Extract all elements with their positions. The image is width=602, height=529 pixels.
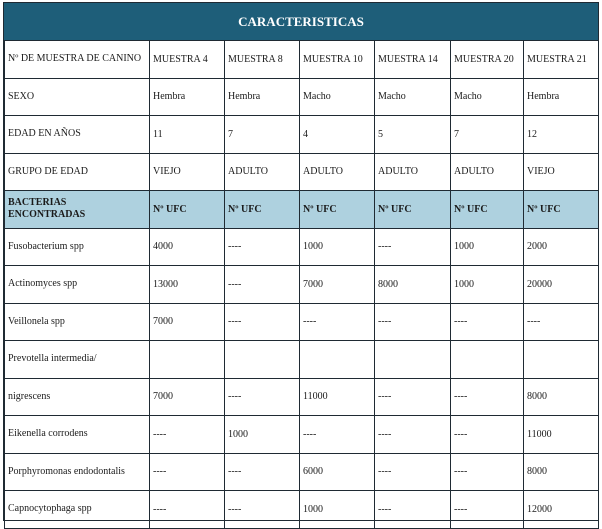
row-label: EDAD EN AÑOS [5,116,150,154]
table-cell: VIEJO [524,153,599,191]
table-cell: ADULTO [225,153,300,191]
table-row [5,491,599,529]
row-label: Eikenella corrodens [5,416,150,454]
table-cell: ---- [300,303,375,341]
table-cell: Nº UFC [375,191,451,229]
table-cell: VIEJO [150,153,225,191]
table-cell: ---- [524,303,599,341]
table-cell: 7000 [150,303,225,341]
row-label: GRUPO DE EDAD [5,153,150,191]
row-label: BACTERIAS ENCONTRADAS [5,191,150,229]
table-cell: MUESTRA 10 [300,41,375,79]
table-cell: ---- [375,228,451,266]
table-cell: ---- [375,303,451,341]
table-cell: ---- [150,416,225,454]
table-cell: ADULTO [375,153,451,191]
row-label: Capnocytophaga spp [5,491,150,529]
row-label: Fusobacterium spp [5,228,150,266]
table-cell: 5 [375,116,451,154]
table-cell: Hembra [225,78,300,116]
table-cell: ADULTO [451,153,524,191]
table-cell: ---- [375,491,451,529]
row-label: Actinomyces spp [5,266,150,304]
table-cell: MUESTRA 8 [225,41,300,79]
table-cell: 8000 [524,378,599,416]
table-cell: Nº UFC [150,191,225,229]
table-cell: Macho [451,78,524,116]
table-cell: ---- [451,378,524,416]
row-label: Nº DE MUESTRA DE CANINO [5,41,150,79]
table-cell: 1000 [300,491,375,529]
table-cell: MUESTRA 20 [451,41,524,79]
table-cell: Nº UFC [451,191,524,229]
table-cell [300,341,375,379]
characteristics-table [4,40,599,529]
table-cell: Hembra [524,78,599,116]
table-row [5,266,599,304]
table-cell: 12000 [524,491,599,529]
table-row [5,78,599,116]
table-cell [375,341,451,379]
table-header-row [5,191,599,229]
table-cell [451,341,524,379]
table-cell: 13000 [150,266,225,304]
table-cell: 4000 [150,228,225,266]
table-cell: ---- [150,453,225,491]
table-cell: Nº UFC [300,191,375,229]
table-cell: 11000 [524,416,599,454]
table-cell: ---- [451,453,524,491]
table-row [5,341,599,379]
table-row [5,228,599,266]
table-cell: ---- [150,491,225,529]
table-cell: MUESTRA 14 [375,41,451,79]
table-cell: Hembra [150,78,225,116]
table-row [5,453,599,491]
table-row [5,41,599,79]
table-cell: ---- [225,378,300,416]
table-row [5,116,599,154]
table-row [5,416,599,454]
table-cell: 2000 [524,228,599,266]
row-label: Porphyromonas endodontalis [5,453,150,491]
table-row [5,303,599,341]
table-title: CARACTERISTICAS [4,3,598,40]
table-cell: 8000 [375,266,451,304]
row-label: Prevotella intermedia/ [5,341,150,379]
table-cell: ---- [225,491,300,529]
table-cell: Macho [375,78,451,116]
table-row [5,153,599,191]
table-cell: ---- [225,453,300,491]
table-cell: ---- [225,228,300,266]
table-cell: Macho [300,78,375,116]
table-cell [524,341,599,379]
table-cell: 7 [451,116,524,154]
table-cell: ---- [375,416,451,454]
row-label: nigrescens [5,378,150,416]
row-label: SEXO [5,78,150,116]
table-cell: ---- [225,303,300,341]
table-cell: MUESTRA 4 [150,41,225,79]
table-cell: 1000 [225,416,300,454]
table-cell: 1000 [300,228,375,266]
table-cell: ---- [451,416,524,454]
table-cell: ---- [375,378,451,416]
table-cell: ---- [225,266,300,304]
table-cell: 1000 [451,228,524,266]
table-cell: 7000 [150,378,225,416]
table-cell: 11 [150,116,225,154]
table-cell: Nº UFC [225,191,300,229]
table-cell: 8000 [524,453,599,491]
table-cell: ADULTO [300,153,375,191]
table-cell: 7000 [300,266,375,304]
data-table-frame [3,2,599,521]
table-cell: Nº UFC [524,191,599,229]
table-cell: 11000 [300,378,375,416]
table-cell: ---- [375,453,451,491]
table-cell: 6000 [300,453,375,491]
table-row [5,378,599,416]
table-cell [150,341,225,379]
table-cell: 7 [225,116,300,154]
table-cell [225,341,300,379]
table-cell: 12 [524,116,599,154]
table-cell: 4 [300,116,375,154]
table-cell: ---- [451,491,524,529]
table-cell: ---- [300,416,375,454]
row-label: Veillonela spp [5,303,150,341]
table-cell: ---- [451,303,524,341]
table-cell: 1000 [451,266,524,304]
table-cell: MUESTRA 21 [524,41,599,79]
table-cell: 20000 [524,266,599,304]
